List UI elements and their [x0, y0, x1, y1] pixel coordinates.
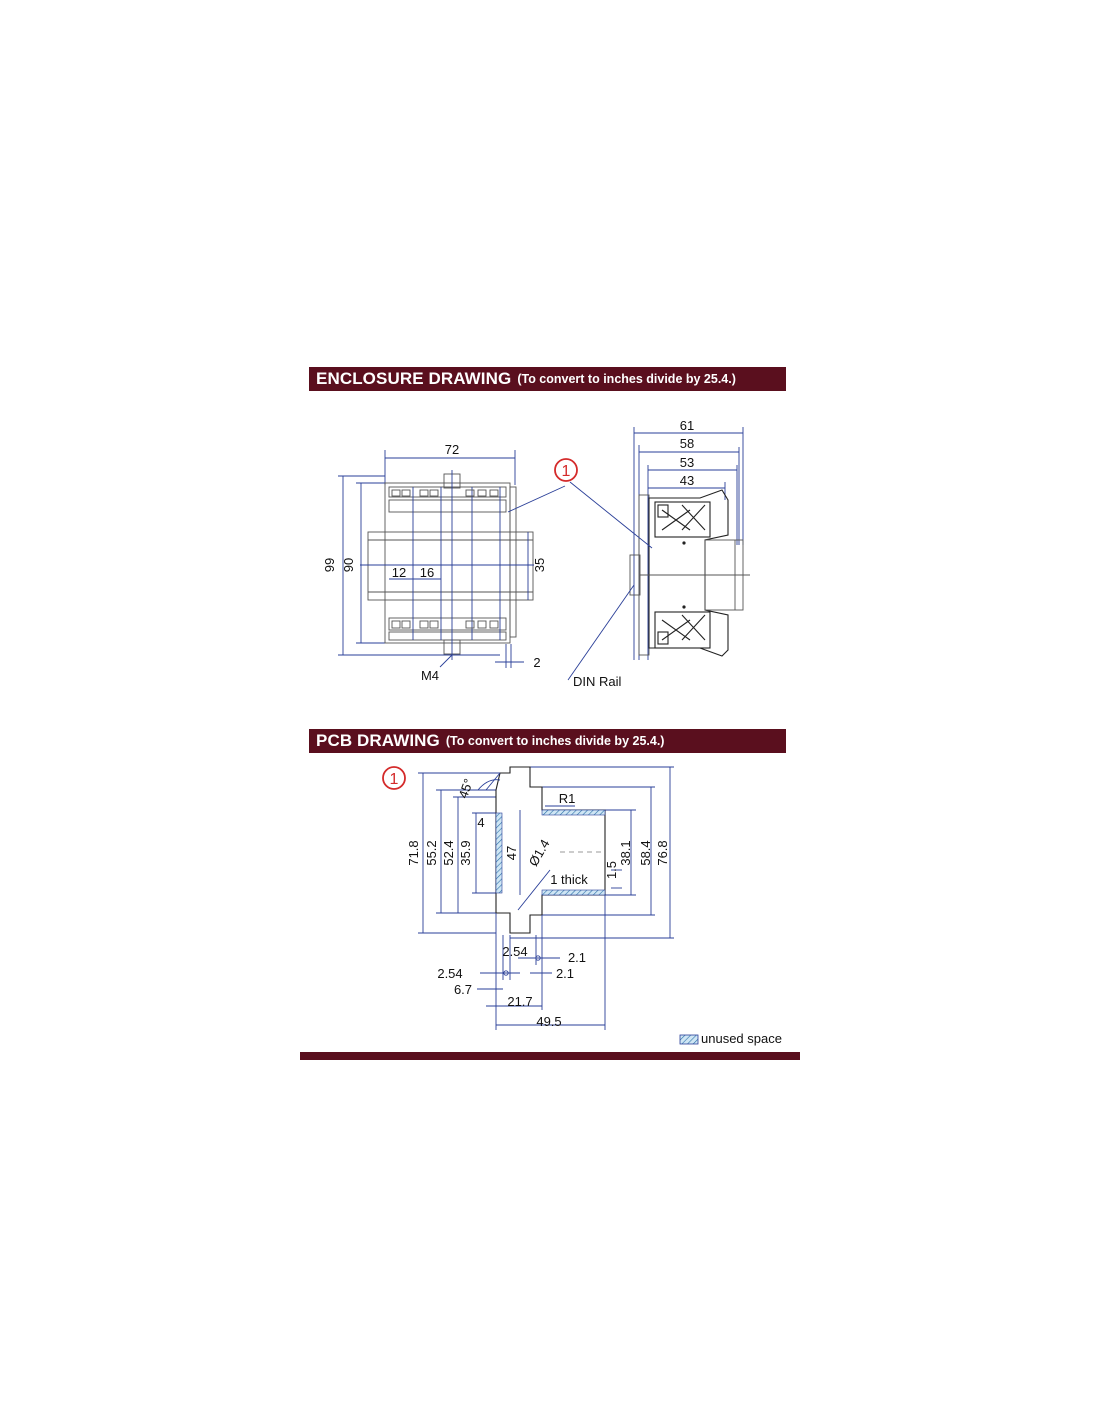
enclosure-subtitle: (To convert to inches divide by 25.4.): [517, 372, 736, 386]
hatch-swatch-icon: [680, 1035, 698, 1044]
dim-49-5: 49.5: [536, 1014, 562, 1029]
legend-unused-space: [680, 1031, 782, 1046]
enclosure-callout-number: 1: [561, 463, 571, 480]
dim-76-8: 76.8: [655, 840, 670, 866]
dim-90: 90: [341, 557, 356, 573]
dim-hole: Ø1.4: [525, 836, 553, 869]
dim-38-1: 38.1: [618, 840, 633, 866]
dim-1-5: 1.5: [604, 860, 619, 880]
dim-53: 53: [679, 455, 695, 470]
dim-71-8: 71.8: [406, 840, 421, 866]
dim-35-9: 35.9: [458, 840, 473, 866]
dim-4: 4: [477, 815, 485, 830]
label-1-thick: 1 thick: [550, 872, 588, 887]
enclosure-title: ENCLOSURE DRAWING: [316, 369, 512, 388]
dim-2-1-top: 2.1: [567, 950, 587, 965]
dim-2-1-right: 2.1: [555, 966, 575, 981]
pcb-callout-number: 1: [389, 771, 399, 788]
dim-58-4: 58.4: [638, 840, 653, 866]
dim-2: 2: [533, 655, 541, 670]
dim-61: 61: [679, 418, 695, 433]
pcb-title: PCB DRAWING: [316, 731, 440, 750]
enclosure-front-view: [338, 450, 565, 668]
dim-2-54-top: 2.54: [502, 944, 528, 959]
label-m4: M4: [420, 668, 440, 683]
dim-58: 58: [679, 436, 695, 451]
enclosure-callout: [555, 459, 577, 481]
dim-35: 35: [532, 557, 547, 573]
dim-12: 12: [391, 565, 407, 580]
pcb-callout: [383, 767, 405, 789]
label-din-rail: DIN Rail: [573, 674, 622, 689]
dim-72: 72: [444, 442, 460, 457]
dim-99: 99: [322, 557, 337, 573]
enclosure-side-view: [568, 427, 750, 680]
dim-6-7: 6.7: [453, 982, 473, 997]
dim-21-7: 21.7: [507, 994, 533, 1009]
legend-label: unused space: [701, 1031, 782, 1046]
dim-47: 47: [504, 845, 519, 861]
dim-r1: R1: [558, 791, 576, 806]
dim-45-deg: 45°: [455, 776, 477, 801]
dim-52-4: 52.4: [441, 840, 456, 866]
dim-16: 16: [419, 565, 435, 580]
dim-2-54-left: 2.54: [437, 966, 463, 981]
pcb-subtitle: (To convert to inches divide by 25.4.): [445, 734, 665, 748]
dim-55-2: 55.2: [424, 840, 439, 866]
dim-43: 43: [679, 473, 695, 488]
